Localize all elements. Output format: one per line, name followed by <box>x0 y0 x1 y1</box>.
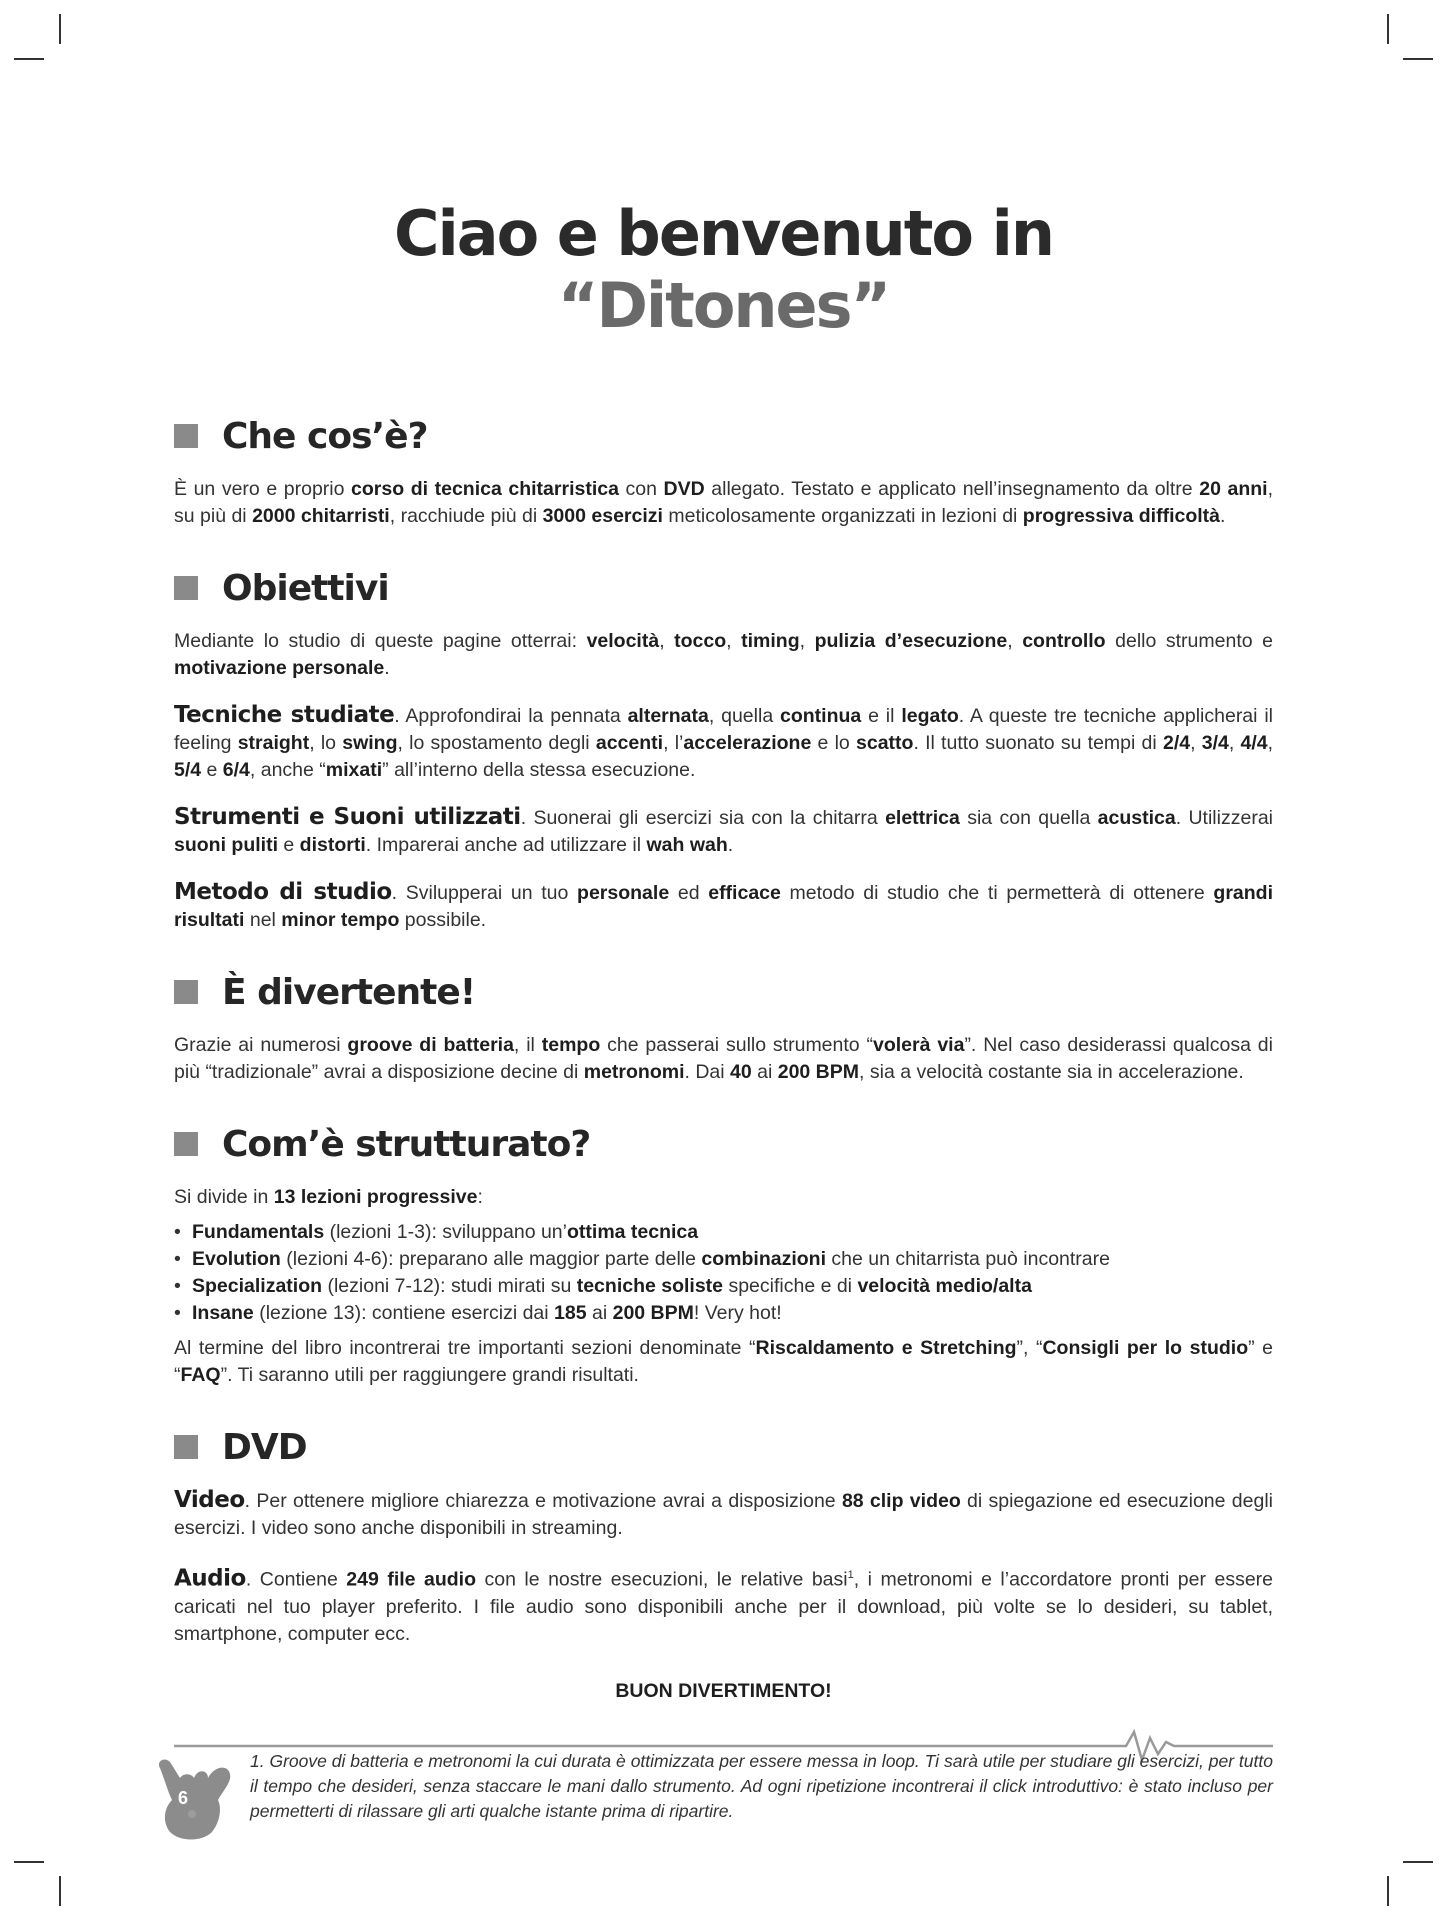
bold-text: continua <box>780 705 862 727</box>
paragraph: Video. Per ottenere migliore chiarezza e motivazione avrai a disposizione 88 clip video di spiegazione ed esecuzione degli esercizi. I video sono anche disponibili in streaming. <box>174 1487 1273 1539</box>
bold-text: 5/4 <box>174 759 202 781</box>
main-content <box>174 410 1273 1705</box>
square-bullet-icon <box>174 1435 198 1459</box>
title-line-2: “Ditones” <box>557 269 890 342</box>
bold-text: Specialization <box>192 1275 323 1297</box>
bold-text: tocco <box>674 630 727 652</box>
bold-text: volerà via <box>873 1034 965 1056</box>
list-item: • Insane (lezione 13): contiene esercizi dai 185 ai 200 BPM! Very hot! <box>174 1300 1273 1327</box>
bold-text: distorti <box>299 834 366 856</box>
paragraph: Metodo di studio. Svilupperai un tuo personale ed efficace metodo di studio che ti permetterà di ottenere grandi risultati nel minor tempo possibile. <box>174 879 1274 931</box>
hand-mascot-icon <box>150 1748 240 1844</box>
bold-text: 40 <box>730 1061 752 1083</box>
crop-mark <box>1387 1876 1389 1906</box>
bold-text: accelerazione <box>683 732 812 754</box>
square-bullet-icon <box>174 980 198 1004</box>
square-bullet-icon <box>174 1132 198 1156</box>
section-heading <box>174 966 1273 1018</box>
section-heading <box>174 1421 1273 1473</box>
paragraph: Audio. Contiene 249 file audio con le nostre esecuzioni, le relative basi$^1$, i metronomi e l’accordatore pronti per essere caricati nel tuo player preferito. I file audio sono disponibili anche per il download, più volte se lo desideri, su tablet, smartphone, computer ecc. <box>174 1565 1274 1645</box>
paragraph: Strumenti e Suoni utilizzati. Suonerai gli esercizi sia con la chitarra elettrica sia con quella acustica. Utilizzerai suoni puliti e distorti. Imparerai anche ad utilizzare il wah wah. <box>174 804 1273 856</box>
paragraph: Si divide in 13 lezioni progressive: <box>174 1186 483 1208</box>
bold-text: Evolution <box>192 1248 281 1270</box>
crop-mark <box>1403 58 1433 60</box>
bold-text: elettrica <box>885 807 960 829</box>
bold-text: 2/4 <box>1162 732 1191 754</box>
bold-text: 249 file audio <box>346 1568 476 1591</box>
section-heading <box>174 1118 1273 1170</box>
bold-text: corso di tecnica chitarristica <box>351 478 619 500</box>
page-title <box>0 198 1447 342</box>
bold-text: legato <box>901 705 959 727</box>
bold-text: grandi risultati <box>174 882 1274 931</box>
paragraph: Tecniche studiate. Approfondirai la pennata alternata, quella continua e il legato. A queste tre tecniche applicherai il feeling straight, lo swing, lo spostamento degli accenti, l’accelerazione e lo scatto. Il tutto suonato su tempi di 2/4, 3/4, 4/4, 5/4 e 6/4, anche “mixati” all’interno della stessa esecuzione. <box>174 702 1273 781</box>
bold-text: alternata <box>627 705 709 727</box>
bold-text: 4/4 <box>1240 732 1268 754</box>
bold-text: DVD <box>663 478 705 500</box>
bold-text: velocità <box>586 630 660 652</box>
bold-text: scatto <box>856 732 914 754</box>
heading-text: DVD <box>222 1426 307 1468</box>
page-number: 6 <box>178 1788 189 1808</box>
crop-mark <box>59 14 61 44</box>
bold-text: minor tempo <box>281 909 400 931</box>
lesson-list <box>174 1219 1273 1327</box>
bold-text: mixati <box>325 759 383 781</box>
bold-text: 185 <box>554 1302 587 1324</box>
bold-text: FAQ <box>180 1364 221 1386</box>
title-line-1: Ciao e benvenuto in <box>394 197 1053 270</box>
crop-mark <box>1387 14 1389 44</box>
bold-text: groove di batteria <box>347 1034 514 1056</box>
bold-text: 3/4 <box>1201 732 1229 754</box>
bold-text: 3000 esercizi <box>542 505 663 527</box>
bold-text: velocità medio/alta <box>857 1275 1032 1297</box>
bold-text: 200 BPM <box>612 1302 694 1324</box>
bold-text: personale <box>577 882 670 904</box>
bold-text: acustica <box>1097 807 1176 829</box>
bold-text: motivazione personale <box>174 657 385 679</box>
bold-text: wah wah <box>646 834 728 856</box>
bold-text: timing <box>741 630 800 652</box>
bold-text: swing <box>342 732 398 754</box>
section-heading <box>174 562 1273 614</box>
paragraph: Al termine del libro incontrerai tre importanti sezioni denominate “Riscaldamento e Stretching”, “Consigli per lo studio” e “FAQ”. Ti saranno utili per raggiungere grandi risultati. <box>174 1337 1273 1386</box>
bold-text: metronomi <box>583 1061 685 1083</box>
subheading: Video <box>174 1487 245 1513</box>
heading-text: Obiettivi <box>222 567 389 609</box>
bold-text: Insane <box>192 1302 254 1324</box>
list-item: • Specialization (lezioni 7-12): studi mirati su tecniche soliste specifiche e di velocità medio/alta <box>174 1273 1273 1300</box>
bold-text: 13 lezioni progressive <box>273 1186 478 1208</box>
heading-text: È divertente! <box>222 971 476 1013</box>
paragraph: Grazie ai numerosi groove di batteria, il tempo che passerai sullo strumento “volerà via”. Nel caso desiderassi qualcosa di più “tradizionale” avrai a disposizione decine di metronomi. Dai 40 ai 200 BPM, sia a velocità costante sia in accelerazione. <box>174 1034 1273 1083</box>
bold-text: pulizia d’esecuzione <box>814 630 1008 652</box>
footnote: 1. Groove di batteria e metronomi la cui durata è ottimizzata per essere messa in loop. Ti sarà utile per studiare gli esercizi, per tutto il tempo che desideri, senza staccare le mani dallo strumento. Ad ogni ripetizione incontrerai il click introduttivo: è stato incluso per permetterti di rilassare gli arti qualche istante prima di ripartire. <box>250 1751 1273 1821</box>
bold-text: Fundamentals <box>192 1221 325 1243</box>
paragraph: Mediante lo studio di queste pagine otterrai: velocità, tocco, timing, pulizia d’esecuzione, controllo dello strumento e motivazione personale. <box>174 630 1273 679</box>
subheading: Audio <box>174 1565 246 1592</box>
paragraph: È un vero e proprio corso di tecnica chitarristica con DVD allegato. Testato e applicato nell’insegnamento da oltre 20 anni, su più di 2000 chitarristi, racchiude più di 3000 esercizi meticolosamente organizzati in lezioni di progressiva difficoltà. <box>174 478 1274 527</box>
square-bullet-icon <box>174 576 198 600</box>
bold-text: ottima tecnica <box>567 1221 699 1243</box>
footnote-ref: 1 <box>847 1569 854 1581</box>
bold-text: 2000 chitarristi <box>252 505 390 527</box>
bold-text: combinazioni <box>701 1248 826 1270</box>
heading-text: Com’è strutturato? <box>222 1123 591 1165</box>
bold-text: straight <box>237 732 310 754</box>
bold-text: 6/4 <box>222 759 250 781</box>
bold-text: tempo <box>541 1034 601 1056</box>
bold-text: efficace <box>708 882 781 904</box>
section-heading <box>174 410 1273 462</box>
bold-text: Riscaldamento e Stretching <box>755 1337 1017 1359</box>
crop-mark <box>59 1876 61 1906</box>
bold-text: 88 clip video <box>841 1490 961 1512</box>
bold-text: progressiva difficoltà <box>1022 505 1221 527</box>
bold-text: 20 anni <box>1199 478 1268 500</box>
list-item: • Fundamentals (lezioni 1-3): sviluppano un’ottima tecnica <box>174 1219 1273 1246</box>
closing-text: BUON DIVERTIMENTO! <box>615 1679 832 1702</box>
bold-text: suoni puliti <box>174 834 278 856</box>
bold-text: 200 BPM <box>777 1061 860 1083</box>
bold-text: accenti <box>595 732 664 754</box>
subheading: Metodo di studio <box>174 879 392 905</box>
bold-text: controllo <box>1022 630 1106 652</box>
bold-text: Consigli per lo studio <box>1042 1337 1249 1359</box>
subheading: Tecniche studiate <box>174 702 395 728</box>
crop-mark <box>14 58 44 60</box>
crop-mark <box>14 1861 44 1863</box>
list-item: • Evolution (lezioni 4-6): preparano alle maggior parte delle combinazioni che un chitarrista può incontrare <box>174 1246 1273 1273</box>
square-bullet-icon <box>174 424 198 448</box>
crop-mark <box>1403 1861 1433 1863</box>
heading-text: Che cos’è? <box>222 415 428 457</box>
bold-text: tecniche soliste <box>576 1275 724 1297</box>
subheading: Strumenti e Suoni utilizzati <box>174 804 521 830</box>
